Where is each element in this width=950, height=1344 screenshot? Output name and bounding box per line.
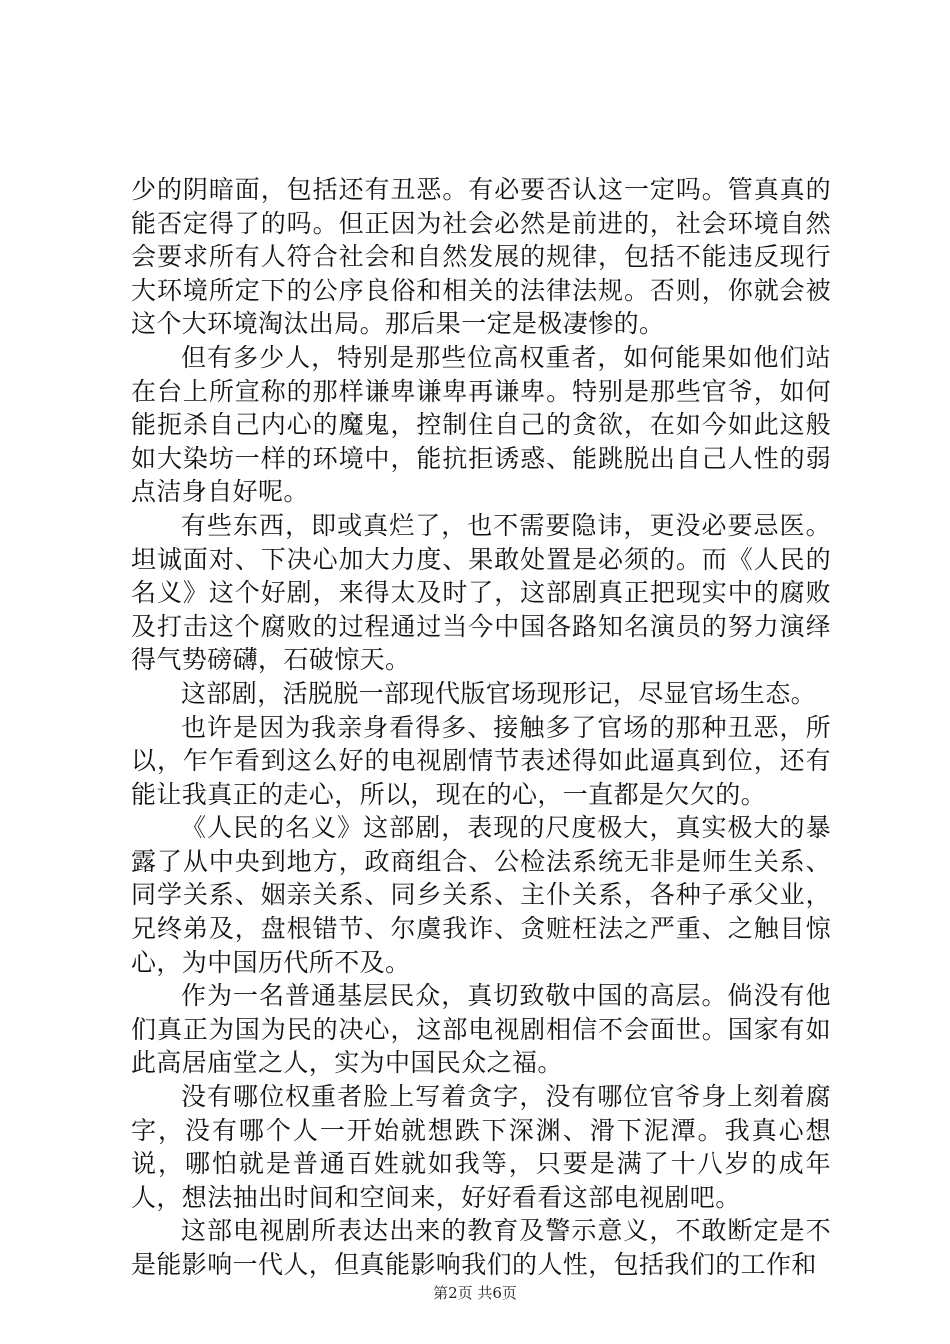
paragraph: 也许是因为我亲身看得多、接触多了官场的那种丑恶，所以，乍乍看到这么好的电视剧情节表述得如此逼真到位，还有能让我真正的走心，所以，现在的心，一直都是欠欠的。	[131, 712, 831, 809]
document-body	[131, 173, 831, 1282]
paragraph-continued: 少的阴暗面，包括还有丑恶。有必要否认这一定吗。管真真的能否定得了的吗。但正因为社会必然是前进的，社会环境自然会要求所有人符合社会和自然发展的规律，包括不能违反现行大环境所定下的公序良俗和相关的法律法规。否则，你就会被这个大环境淘汰出局。那后果一定是极凄惨的。	[131, 175, 831, 339]
paragraph: 有些东西，即或真烂了，也不需要隐讳，更没必要忌医。坦诚面对、下决心加大力度、果敢处置是必须的。而《人民的名义》这个好剧，来得太及时了，这部剧真正把现实中的腐败及打击这个腐败的过程通过当今中国各路知名演员的努力演绎得气势磅礴，石破惊天。	[131, 510, 831, 675]
paragraph: 但有多少人，特别是那些位高权重者，如何能果如他们站在台上所宣称的那样谦卑谦卑再谦卑。特别是那些官爷，如何能扼杀自己内心的魔鬼，控制住自己的贪欲，在如今如此这般如大染坊一样的环境中，能抗拒诱惑、能跳脱出自己人性的弱点洁身自好呢。	[131, 342, 831, 507]
page-footer	[0, 1283, 950, 1303]
paragraph: 没有哪位权重者脸上写着贪字，没有哪位官爷身上刻着腐字，没有哪个人一开始就想跌下深渊、滑下泥潭。我真心想说，哪怕就是普通百姓就如我等，只要是满了十八岁的成年人，想法抽出时间和空间来，好好看看这部电视剧吧。	[131, 1082, 831, 1212]
paragraph: 这部电视剧所表达出来的教育及警示意义，不敢断定是不是能影响一代人，但真能影响我们的人性，包括我们的工作和	[131, 1216, 831, 1279]
page-number-label: 第2页 共6页	[433, 1284, 517, 1302]
paragraph: 这部剧，活脱脱一部现代版官场现形记，尽显官场生态。	[181, 678, 817, 708]
paragraph: 作为一名普通基层民众，真切致敬中国的高层。倘没有他们真正为国为民的决心，这部电视剧相信不会面世。国家有如此高居庙堂之人，实为中国民众之福。	[131, 981, 831, 1078]
paragraph: 《人民的名义》这部剧，表现的尺度极大，真实极大的暴露了从中央到地方，政商组合、公检法系统无非是师生关系、同学关系、姻亲关系、同乡关系、主仆关系，各种子承父业，兄终弟及，盘根错节、尔虞我诈、贪赃枉法之严重、之触目惊心，为中国历代所不及。	[131, 813, 831, 977]
